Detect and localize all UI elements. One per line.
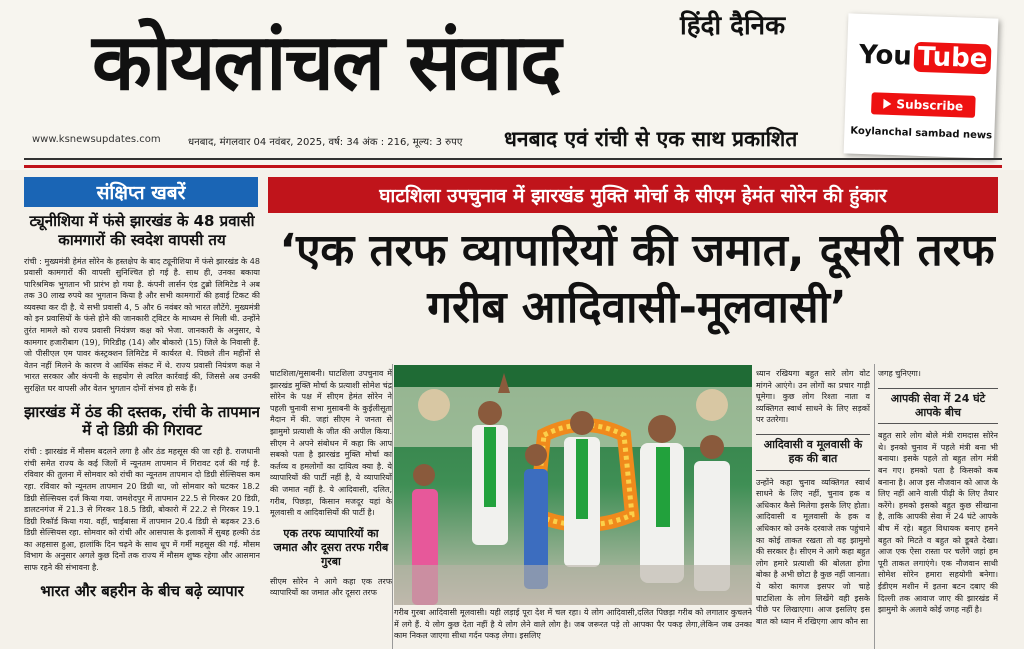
lead-subheading: आपकी सेवा में 24 घंटे आपके बीच [878,388,998,425]
youtube-logo-icon [859,40,992,75]
masthead [0,0,1024,170]
youtube-promo[interactable] [844,13,999,158]
column-divider [874,364,875,649]
lead-column-1 [270,368,392,649]
rally-photo[interactable] [394,365,752,605]
masthead-divider [24,158,1002,160]
tagline: धनबाद एवं रांची से एक साथ प्रकाशित [504,127,798,151]
brief-news-column [24,210,260,649]
lead-subheading: एक तरफ व्यापारियों का जमात और दूसरा तरफ गरीब गुरबा [273,526,389,569]
youtube-channel-name: Koylanchal sambad news [850,125,993,142]
brief-story [24,212,260,395]
lead-body-continued: सीएम सोरेन ने आगे कहा एक तरफ व्यापारियों का जमात और दूसरा तरफ [270,576,392,598]
masthead-kicker: हिंदी दैनिक [680,11,786,41]
brief-story [24,403,260,574]
lead-column-2 [756,368,870,649]
brief-story [24,582,260,601]
lead-body-continued: उन्होंने कहा चुनाव व्यक्तिगत स्वार्थ साधने के लिए नहीं, चुनाव हक व अधिकार कैसे मिलेगा इसके लिए होता। आदिवासी व मूलवासी के हक व अधिकार को उनके दरवाजे तक पहुंचाने का कोई ताकत रखता तो वह झामुमो की सरकार है। सीएम ने आगे कहा बहुत लोग हमारे प्रत्याशी की बोलता होगा बोका है अभी छोटा है कुछ नहीं जानता। ये कोरा कागज इसपर जो चाहे घाटशिला के लोग लिखेंगे वही इसके पीछे पर लिखाएगा। आज इसलिए इस बात को ध्यान में रखिएगा आप कौन सा [756,477,870,626]
lead-body-continued: बहुत सारे लोग बोले मंत्री रामदास सोरेन थे। इनको चुनाव में पहले मंत्री बना भी बनाया। इसके पहले तो बहुत लोग मंत्री बन गए। हमको पता है किसको कब बनाना है। आज इस नौजवान को आज के लिए नहीं आने वाली पीढ़ी के लिए तैयार करेंगे। हमको इसको बहुत कुछ सीखाना है, ताकि आपकी सेवा में 24 घंटे आपके बीच में रहे। बहुत विधायक बनाए हमने बहुत को मिटते व बहुत को डूबते देखा। आज एक ऐसा रास्ता पर चलेंगे जहां हम पूरी ताकत लगाएंगे। एक नौजवान साथी सोमेश सोरेन हमारा सहयोगी बनेगा। ईडीएम मशीन में इतना बटन दबाए की दिल्ली तक आवाज जाए की झारखंड में झामुमो के अलावे कोई जगह नहीं है। [878,431,998,615]
youtube-logo-you: You [858,39,913,72]
lead-column-3 [878,368,998,649]
subscribe-button[interactable] [871,92,976,118]
photo-caption-text [394,607,752,649]
youtube-logo-tube: Tube [913,42,992,75]
subscribe-label: Subscribe [896,97,964,114]
column-divider [392,364,393,649]
brief-story-body: रांची : मुख्यमंत्री हेमंत सोरेन के हस्तक्षेप के बाद ट्यूनीशिया में फंसे झारखंड के 48 प्रवासी कामगारों की वापसी सुनिश्चित हो गई है. साथ ही, उनका बकाया पारिश्रमिक भुगतान भी प्रारंभ हो गया है. कंपनी लार्सन एंड टुब्रो लिमिटेड ने अब तक 30 लाख रुपये का भुगतान किया है और सभी कामगारों की हवाई टिकट की व्यवस्था कर दी है. ये सभी प्रवासी 4, 5 और 6 नवंबर को भारत लौटेंगे. मुख्यमंत्री को इन प्रवासियों के फंसे होने की जानकारी ट्विटर के माध्यम से मिली थी. उन्होंने तुरंत मामले को राज्य प्रवासी नियंत्रण कक्ष को भेजा. जानकारी के अनुसार, ये कामगार हजारीबाग (19), गिरिडीह (14) और बोकारो (15) जिले के निवासी हैं. जो पीसीएल एम पावर कंस्ट्रक्शन लिमिटेड में कार्यरत थे. पिछले तीन महीनों से वेतन नहीं मिलने के कारण वे आर्थिक संकट में थे. राज्य प्रवासी नियंत्रण कक्ष ने भारत सरकार और कंपनी के सहयोग से त्वरित कार्रवाई की, जिससे अब उनकी सुरक्षित घर वापसी और वेतन भुगतान दोनों संभव हो सके हैं। [24,256,260,394]
photo-caption: गरीब गुरबा आदिवासी मूलवासी। यही लड़ाई पूरा देश में चल रहा। ये लोग आदिवासी,दलित पिछड़ा गरीब को लगातार कुचलने में लगे हैं. ये लोग कुछ देता नहीं है ये लोग लेने वाले लोग है। जब जरूरत पड़े तो आपका पैर पकड़ लेगा,लेकिन जब उनका काम निकल जाएगा सीधा गर्दन पकड़ लेगा। इसलिए [394,608,752,641]
lead-body: जगह चुनिएगा। [878,369,921,378]
website-link[interactable]: www.ksnewsupdates.com [32,134,161,145]
brief-story-body: रांची : झारखंड में मौसम बदलने लगा है और ठंड महसूस की जा रही है. राजधानी रांची समेत राज्य के कई जिलों में न्यूनतम तापमान में गिरावट दर्ज की गई है. रविवार की तुलना में सोमवार को रांची का न्यूनतम तापमान दो डिग्री सेल्सियस कम रहा. रविवार को न्यूनतम तापमान 20 डिग्री था, जो सोमवार को घटकर 18.2 डिग्री सेल्सियस दर्ज किया गया. जमशेदपुर में तापमान 22.5 से गिरकर 20 डिग्री, डालटनगंज में 21.3 से गिरकर 18.5 डिग्री, बोकारो में 22.2 से गिरकर 19.1 डिग्री रिकॉर्ड किया गया. वहीं, चाईबासा में तापमान 20.4 डिग्री से बढ़कर 23.6 डिग्री सेल्सियस रहा. सोमवार को रांची और आसपास के इलाकों में सुबह हल्की ठंड का अहसास हुआ, हालांकि दिन चढ़ने के साथ धूप में गर्मी महसूस की गई. मौसम विभाग के अनुसार अगले कुछ दिनों तक राज्य में मौसम शुष्क रहेगा और आसमान साफ रहने की संभावना है. [24,447,260,573]
play-icon [883,99,891,109]
lead-subheading: आदिवासी व मूलवासी के हक की बात [756,434,870,471]
brief-news-heading: संक्षिप्त खबरें [24,177,258,207]
rally-photo-illustration [394,365,752,605]
masthead-red-divider [24,165,1002,168]
dateline: धनबाद, मंगलवार 04 नवंबर, 2025, वर्ष: 34 अंक : 216, मूल्य: 3 रुपए [188,137,463,148]
lead-body: घाटशिला/मुसाबनी। घाटशिला उपचुनाव में झारखंड मुक्ति मोर्चा के प्रत्याशी सोमेश चंद्र सोरेन के पक्ष में सीएम हेमंत सोरेन ने पहली चुनावी सभा मुसाबनी के कुईलीसूता मैदान में की. जहां सीएम ने जनता से झामुमो प्रत्याशी के जीत की अपील किया. सीएम ने अपने संबोधन में कहा कि आप सबको पता है झारखंड मुक्ति मोर्चा का कर्तव्य व हमलोगों का दायित्व क्या है. ये व्यापारियों की पार्टी नहीं है, ये व्यापारियों की जमात नहीं है. ये आदिवासी, दलित, गरीब, पिछड़ा, किसान मजदूर यहां के मूलवासी व आदिवासियों की पार्टी है। [270,369,392,518]
lead-banner: घाटशिला उपचुनाव में झारखंड मुक्ति मोर्चा के सीएम हेमंत सोरेन की हुंकार [268,177,998,213]
lead-headline[interactable]: ‘एक तरफ व्यापारियों की जमात, दूसरी तरफ गरीब आदिवासी-मूलवासी’ [279,225,995,334]
brief-story-headline[interactable]: ट्यूनीशिया में फंसे झारखंड के 48 प्रवासी कामगारों की स्वदेश वापसी तय [29,212,255,249]
newspaper-title: कोयलांचल संवाद [92,18,560,108]
lead-body: ध्यान रखियगा बहुत सारे लोग वोट मांगने आएंगे। उन लोगों का प्रचार गाड़ी घूमेगा। कुछ लोग रिश्ता नाता व व्यक्तिगत स्वार्थ साधने के लिए सड़कों पर उतरेगा। [756,369,870,425]
brief-story-headline[interactable]: भारत और बहरीन के बीच बढ़े व्यापार [40,581,244,600]
brief-story-headline[interactable]: झारखंड में ठंड की दस्तक, रांची के तापमान में दो डिग्री की गिरावट [24,402,260,440]
